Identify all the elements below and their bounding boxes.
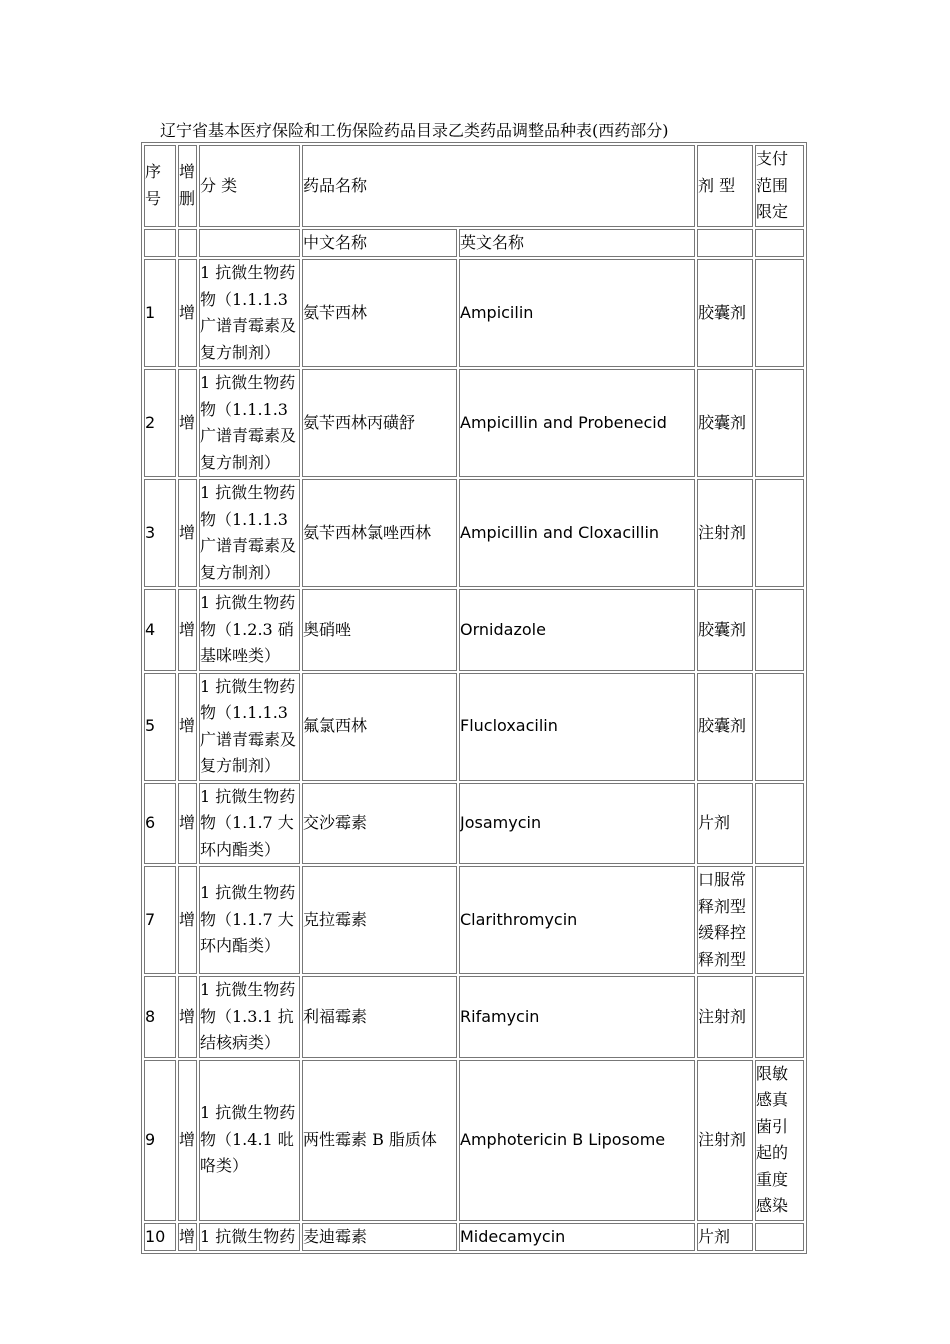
- row-operation: 增: [178, 589, 197, 671]
- row-limit: [755, 1223, 804, 1252]
- table-row: [144, 479, 804, 587]
- row-en-name: Ampicilin: [459, 259, 695, 367]
- table-row: [144, 673, 804, 781]
- row-category: 1 抗微生物药物（1.1.1.3 广谱青霉素及复方制剂）: [199, 673, 300, 781]
- row-form: 胶囊剂: [697, 673, 753, 781]
- row-category: 1 抗微生物药物（1.2.3 硝基咪唑类）: [199, 589, 300, 671]
- row-en-name: Midecamycin: [459, 1223, 695, 1252]
- row-en-name: Amphotericin B Liposome: [459, 1060, 695, 1221]
- table-row: [144, 1223, 804, 1252]
- table-row: [144, 259, 804, 367]
- subheader-empty: [178, 229, 197, 258]
- row-cn-name: 两性霉素 B 脂质体: [302, 1060, 457, 1221]
- row-form: 胶囊剂: [697, 589, 753, 671]
- subheader-row: [144, 229, 804, 258]
- row-cn-name: 利福霉素: [302, 976, 457, 1058]
- row-form: 片剂: [697, 1223, 753, 1252]
- row-category: 1 抗微生物药物（1.3.1 抗结核病类）: [199, 976, 300, 1058]
- row-form: 口服常释剂型缓释控释剂型: [697, 866, 753, 974]
- row-form: 注射剂: [697, 1060, 753, 1221]
- row-number: 3: [144, 479, 176, 587]
- row-en-name: Rifamycin: [459, 976, 695, 1058]
- row-operation: 增: [178, 369, 197, 477]
- subheader-empty: [697, 229, 753, 258]
- row-number: 7: [144, 866, 176, 974]
- row-category: 1 抗微生物药物（1.1.7 大环内酯类）: [199, 866, 300, 974]
- row-limit: [755, 479, 804, 587]
- row-number: 4: [144, 589, 176, 671]
- subheader-empty: [144, 229, 176, 258]
- row-number: 8: [144, 976, 176, 1058]
- row-operation: 增: [178, 1060, 197, 1221]
- row-form: 注射剂: [697, 479, 753, 587]
- row-category: 1 抗微生物药物（1.1.7 大环内酯类）: [199, 783, 300, 865]
- row-category: 1 抗微生物药物（1.1.1.3 广谱青霉素及复方制剂）: [199, 369, 300, 477]
- row-form: 胶囊剂: [697, 259, 753, 367]
- row-cn-name: 交沙霉素: [302, 783, 457, 865]
- row-cn-name: 克拉霉素: [302, 866, 457, 974]
- row-cn-name: 氨苄西林: [302, 259, 457, 367]
- row-cn-name: 氨苄西林氯唑西林: [302, 479, 457, 587]
- row-en-name: Flucloxacilin: [459, 673, 695, 781]
- row-cn-name: 氟氯西林: [302, 673, 457, 781]
- row-form: 注射剂: [697, 976, 753, 1058]
- subheader-empty: [199, 229, 300, 258]
- table-row: [144, 783, 804, 865]
- row-category: 1 抗微生物药物（1.1.1.3 广谱青霉素及复方制剂）: [199, 479, 300, 587]
- row-cn-name: 奥硝唑: [302, 589, 457, 671]
- header-drug-name: 药品名称: [302, 145, 695, 227]
- row-operation: 增: [178, 479, 197, 587]
- row-operation: 增: [178, 866, 197, 974]
- row-number: 6: [144, 783, 176, 865]
- table-row: [144, 589, 804, 671]
- header-row: [144, 145, 804, 227]
- header-form: 剂 型: [697, 145, 753, 227]
- row-category: 1 抗微生物药物（1.1.1.3 广谱青霉素及复方制剂）: [199, 259, 300, 367]
- row-limit: [755, 673, 804, 781]
- row-en-name: Clarithromycin: [459, 866, 695, 974]
- row-operation: 增: [178, 783, 197, 865]
- row-limit: [755, 589, 804, 671]
- row-limit: [755, 866, 804, 974]
- row-number: 1: [144, 259, 176, 367]
- row-operation: 增: [178, 1223, 197, 1252]
- row-number: 10: [144, 1223, 176, 1252]
- row-operation: 增: [178, 673, 197, 781]
- subheader-en-name: 英文名称: [459, 229, 695, 258]
- row-cn-name: 氨苄西林丙磺舒: [302, 369, 457, 477]
- row-category: 1 抗微生物药: [199, 1223, 300, 1252]
- table-row: [144, 866, 804, 974]
- row-en-name: Ornidazole: [459, 589, 695, 671]
- row-category: 1 抗微生物药物（1.4.1 吡咯类）: [199, 1060, 300, 1221]
- row-number: 2: [144, 369, 176, 477]
- drug-adjustment-table: [141, 142, 807, 1254]
- header-limit: 支付范围限定: [755, 145, 804, 227]
- table-row: [144, 976, 804, 1058]
- row-en-name: Josamycin: [459, 783, 695, 865]
- table-row: [144, 1060, 804, 1221]
- row-form: 胶囊剂: [697, 369, 753, 477]
- row-limit: 限敏感真菌引起的重度感染: [755, 1060, 804, 1221]
- row-operation: 增: [178, 976, 197, 1058]
- row-limit: [755, 783, 804, 865]
- table-row: [144, 369, 804, 477]
- row-limit: [755, 259, 804, 367]
- row-cn-name: 麦迪霉素: [302, 1223, 457, 1252]
- row-number: 9: [144, 1060, 176, 1221]
- document-title: 辽宁省基本医疗保险和工伤保险药品目录乙类药品调整品种表(西药部分): [160, 121, 669, 140]
- row-en-name: Ampicillin and Probenecid: [459, 369, 695, 477]
- header-change: 增删: [178, 145, 197, 227]
- row-operation: 增: [178, 259, 197, 367]
- row-form: 片剂: [697, 783, 753, 865]
- subheader-cn-name: 中文名称: [302, 229, 457, 258]
- header-category: 分 类: [199, 145, 300, 227]
- header-seq: 序号: [144, 145, 176, 227]
- row-limit: [755, 976, 804, 1058]
- row-en-name: Ampicillin and Cloxacillin: [459, 479, 695, 587]
- row-number: 5: [144, 673, 176, 781]
- row-limit: [755, 369, 804, 477]
- subheader-empty: [755, 229, 804, 258]
